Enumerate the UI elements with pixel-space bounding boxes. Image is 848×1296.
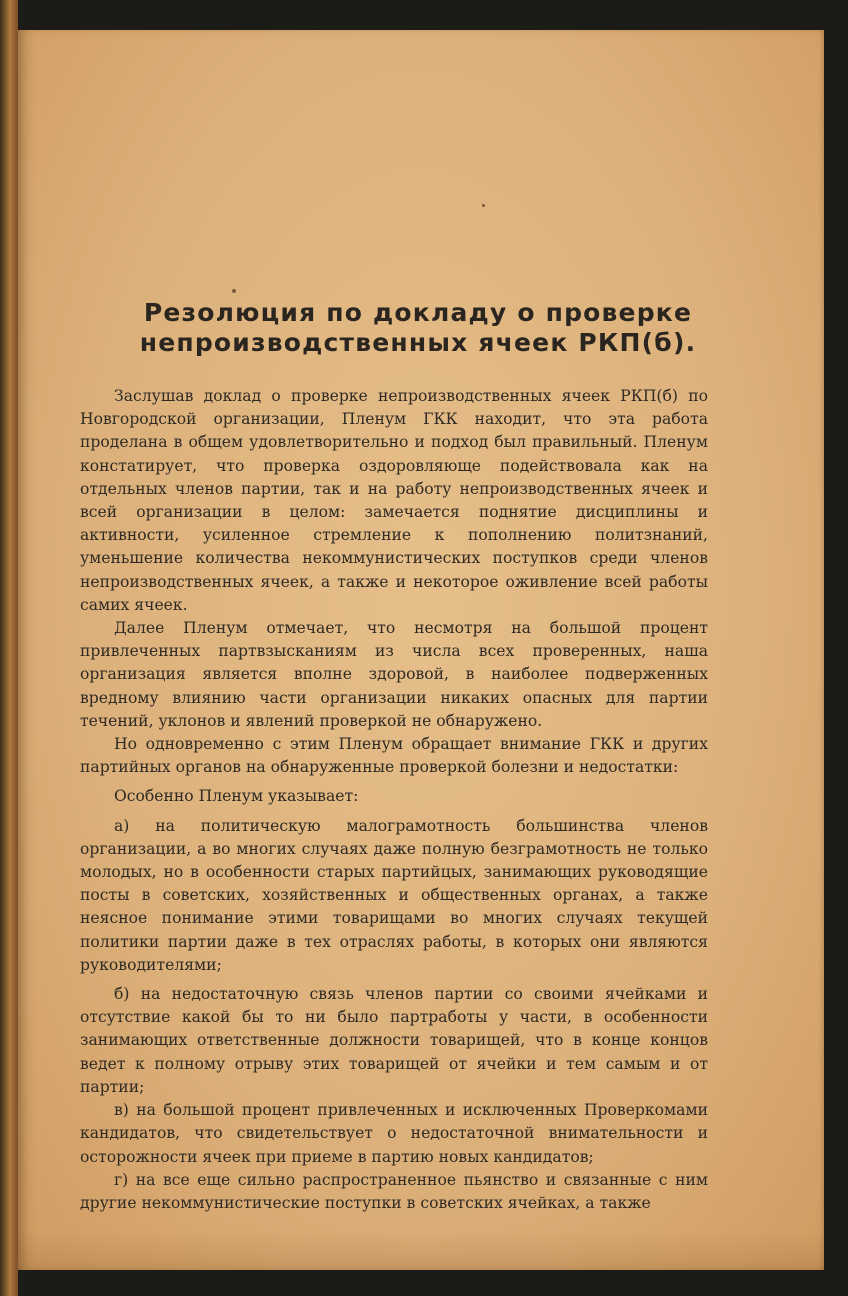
paragraph-item-v: в) на большой процент привлеченных и исключенных Проверкомами кандидатов, что свидетельствует о недостаточной внимательности и осторожности ячеек при приеме в партию новых кандидатов; (80, 1101, 708, 1166)
paragraph-attention: Но одновременно с этим Пленум обращает внимание ГКК и других партийных органов на обнаруженные проверкой болезни и недостатки: (80, 735, 708, 777)
resolution-heading (78, 298, 758, 358)
paragraph-intro: Заслушав доклад о проверке непроизводственных ячеек РКП(б) по Новгородской организации, Пленум ГКК находит, что эта работа проделана в общем удовлетворительно и подход был правильный. Пленум констатирует, что проверка оздоровляюще подействовала как на отдельных членов партии, так и на работу непроизводственных ячеек и всей организации в целом: замечается поднятие дисциплины и активности, усиленное стремление к пополнению политзнаний, уменьшение количества некоммунистических поступков среди членов непроизводственных ячеек, а также и некоторое оживление всей работы самих ячеек. (80, 387, 708, 614)
paragraph-item-a: а) на политическую малограмотность большинства членов организации, а во многих случаях даже полную безграмотность не только молодых, но в особенности старых партийцых, занимающих руководящие посты в советских, хозяйственных и общественных органах, а также неясное понимание этими товарищами во многих случаях текущей политики партии даже в тех отраслях работы, в которых они являются руководителями; (80, 816, 708, 974)
previous-page-edge (0, 0, 18, 1296)
paragraph-especially: Особенно Пленум указывает: (114, 787, 359, 806)
paragraph-item-g: г) на все еще сильно распространенное пьянство и связанные с ним другие некоммунистические поступки в советских ячейках, а также (80, 1170, 708, 1212)
heading-line-1: Резолюция по докладу о проверке (143, 298, 693, 327)
page-shading (18, 1230, 824, 1270)
document-page (18, 30, 824, 1270)
resolution-body (80, 385, 708, 1215)
paper-speck (482, 204, 485, 207)
paragraph-further: Далее Пленум отмечает, что несмотря на большой процент привлеченных партвзысканиям из числа всех проверенных, наша организация является вполне здоровой, в наиболее подверженных вредному влиянию части организации никаких опасных для партии течений, уклонов и явлений проверкой не обнаружено. (80, 619, 708, 730)
heading-line-2: непроизводственных ячеек РКП(б). (139, 328, 697, 357)
paragraph-item-b: б) на недостаточную связь членов партии со своими ячейками и отсутствие какой бы то ни было партработы у части, в особенности занимающих ответственные должности товарищей, что в конце концов ведет к полному отрыву этих товарищей от ячейки и тем самым и от партии; (80, 985, 708, 1096)
paper-speck (232, 289, 236, 293)
